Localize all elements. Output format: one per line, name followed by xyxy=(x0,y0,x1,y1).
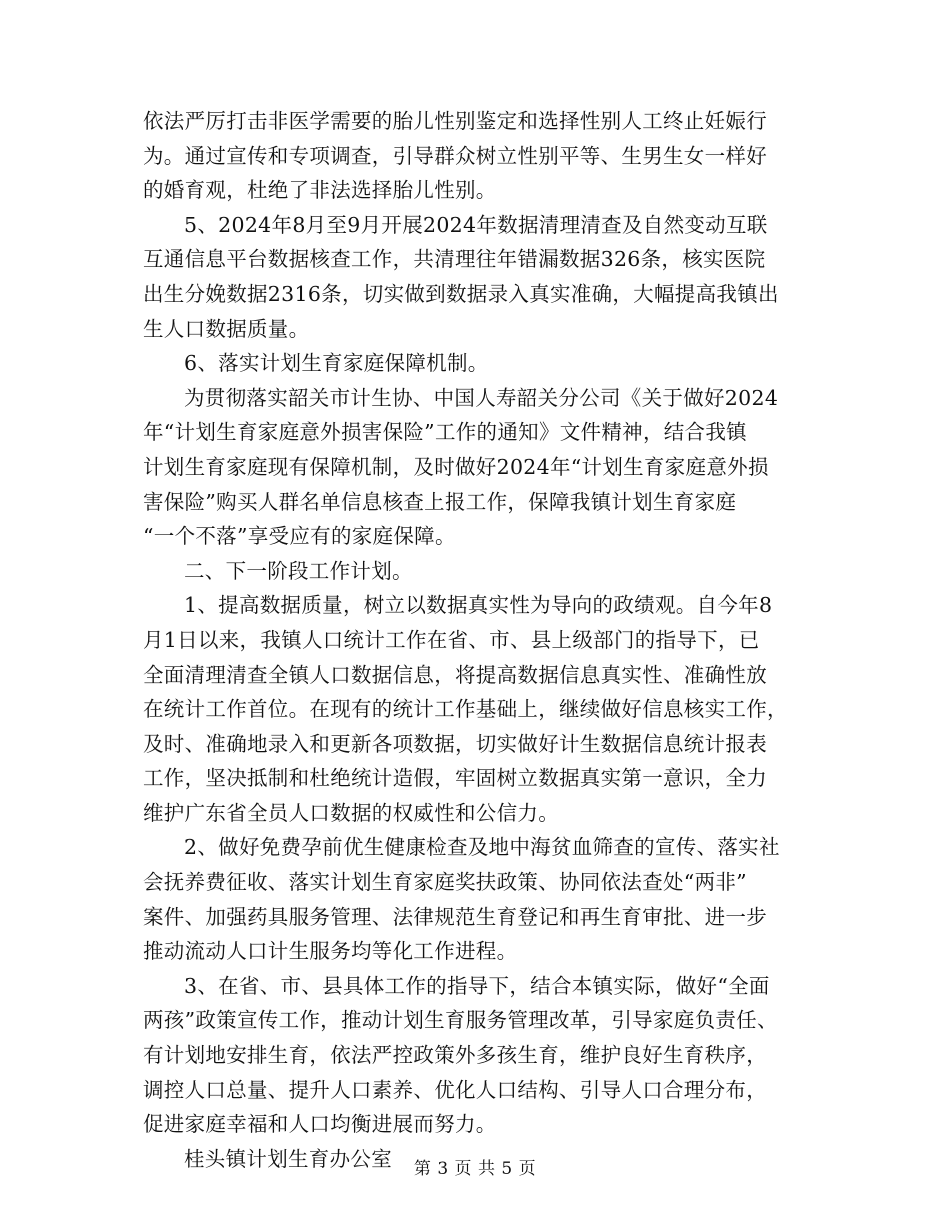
text-line: 出生分娩数据2316条，切实做到数据录入真实准确，大幅提高我镇出 xyxy=(143,281,779,306)
paragraph-4-cont xyxy=(143,415,815,553)
text-line: 6、落实计划生育家庭保障机制。 xyxy=(184,351,489,376)
text-line: 依法严厉打击非医学需要的胎儿性别鉴定和选择性别人工终止妊娠行 xyxy=(143,109,767,133)
text-line: 促进家庭幸福和人口均衡进展而努力。 xyxy=(143,1112,497,1137)
page-number-footer: 第 3 页 共 5 页 xyxy=(413,1159,537,1179)
paragraph-7-cont xyxy=(143,865,815,969)
text-line: 月1日以来，我镇人口统计工作在省、市、县上级部门的指导下，已 xyxy=(143,627,760,652)
text-line: 5、2024年8月至9月开展2024年数据清理清查及自然变动互联 xyxy=(184,212,768,237)
text-line: 两孩”政策宣传工作，推动计划生育服务管理改革，引导家庭负责任、 xyxy=(143,1008,778,1033)
paragraph-2 xyxy=(143,208,815,243)
text-line: 1、提高数据质量，树立以数据真实性为导向的政绩观。自今年8 xyxy=(184,593,773,618)
text-line: “一个不落”享受应有的家庭保障。 xyxy=(143,524,456,549)
section-heading xyxy=(143,554,815,589)
paragraph-7 xyxy=(143,830,815,865)
text-line: 2、做好免费孕前优生健康检查及地中海贫血筛查的宣传、落实社 xyxy=(184,835,780,860)
paragraph-8 xyxy=(143,969,815,1004)
paragraph-6-cont xyxy=(143,623,815,831)
text-line: 全面清理清查全镇人口数据信息，将提高数据信息真实性、准确性放 xyxy=(143,662,767,687)
text-line: 计划生育家庭现有保障机制，及时做好2024年“计划生育家庭意外损 xyxy=(143,454,769,479)
paragraph-2-cont xyxy=(143,242,815,346)
text-line: 调控人口总量、提升人口素养、优化人口结构、引导人口合理分布， xyxy=(143,1077,767,1102)
text-line: 害保险”购买人群名单信息核查上报工作，保障我镇计划生育家庭 xyxy=(143,489,737,514)
paragraph-4 xyxy=(143,381,815,416)
text-line: 及时、准确地录入和更新各项数据，切实做好计生数据信息统计报表 xyxy=(143,731,767,756)
text-line: 会抚养费征收、落实计划生育家庭奖扶政策、协同依法查处“两非” xyxy=(143,870,747,895)
text-line: 的婚育观，杜绝了非法选择胎儿性别。 xyxy=(143,178,497,203)
text-line: 案件、加强药具服务管理、法律规范生育登记和再生育审批、进一步 xyxy=(143,904,767,929)
text-line: 有计划地安排生育，依法严控政策外多孩生育，维护良好生育秩序， xyxy=(143,1043,767,1068)
text-line: 在统计工作首位。在现有的统计工作基础上，继续做好信息核实工作， xyxy=(143,697,788,722)
paragraph-8-cont xyxy=(143,1003,815,1141)
paragraph-3 xyxy=(143,346,815,381)
text-line: 年“计划生育家庭意外损害保险”工作的通知》文件精神，结合我镇 xyxy=(143,420,747,445)
document-body xyxy=(143,104,815,1176)
paragraph-1 xyxy=(143,104,815,208)
text-line: 工作，坚决抵制和杜绝统计造假，牢固树立数据真实第一意识，全力 xyxy=(143,766,767,791)
text-line: 为贯彻落实韶关市计生协、中国人寿韶关分公司《关于做好2024 xyxy=(184,385,779,410)
text-line: 推动流动人口计生服务均等化工作进程。 xyxy=(143,939,518,964)
text-line: 维护广东省全员人口数据的权威性和公信力。 xyxy=(143,800,559,825)
text-line: 二、下一阶段工作计划。 xyxy=(184,558,413,583)
text-line: 互通信息平台数据核查工作，共清理往年错漏数据326条，核实医院 xyxy=(143,247,766,272)
paragraph-6 xyxy=(143,588,815,623)
text-line: 为。通过宣传和专项调查，引导群众树立性别平等、生男生女一样好 xyxy=(143,143,767,168)
text-line: 生人口数据质量。 xyxy=(143,316,310,341)
text-line: 桂头镇计划生育办公室 xyxy=(184,1146,392,1171)
text-line: 3、在省、市、县具体工作的指导下，结合本镇实际，做好“全面 xyxy=(184,973,770,998)
